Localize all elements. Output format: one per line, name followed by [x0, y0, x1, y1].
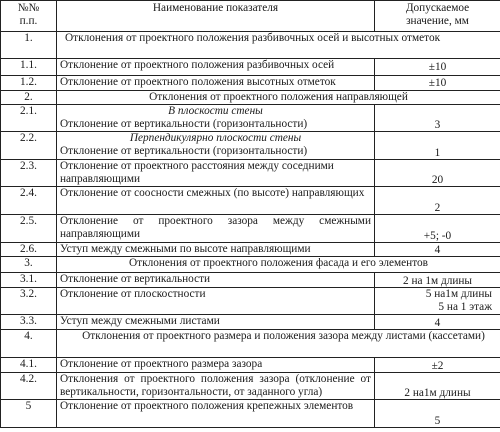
- row-num: 2.5.: [1, 215, 57, 243]
- row-num: 4.2.: [1, 373, 57, 400]
- section-row: [1, 330, 500, 358]
- row-value-cell: [375, 288, 500, 315]
- row-name-cell: [57, 132, 375, 160]
- section-row: [1, 32, 500, 59]
- row-num: 3.1.: [1, 273, 57, 288]
- row-value: +5; -0: [375, 215, 500, 243]
- section-row: [1, 91, 500, 105]
- row-name: Отклонение от вертикальности: [57, 273, 375, 288]
- row-name-cell: [57, 105, 375, 132]
- row-value: 5: [375, 400, 500, 428]
- table-row: [1, 105, 500, 132]
- table-row: [1, 273, 500, 288]
- row-value: 2 на 1м длины: [375, 273, 500, 288]
- row-subtitle: В плоскости стены: [168, 105, 263, 117]
- row-num: 5: [1, 400, 57, 428]
- row-value: ±10: [375, 76, 500, 91]
- row-value: 5 на1м длины: [425, 288, 492, 300]
- row-value: 20: [375, 160, 500, 187]
- table-row: [1, 243, 500, 257]
- section-title: Отклонения от проектного положения направляющей: [57, 91, 500, 105]
- row-name: Отклонение от проектного размера зазора: [57, 358, 375, 373]
- row-value: ±10: [375, 59, 500, 76]
- header-value-line2: значение, мм: [406, 14, 469, 27]
- table-row: [1, 373, 500, 400]
- row-value: ±2: [375, 358, 500, 373]
- row-num: 1.2.: [1, 76, 57, 91]
- row-name: Отклонение от плоскостности: [57, 288, 375, 315]
- row-num: 4.: [1, 330, 57, 358]
- row-name: Отклонение от вертикальности (горизонтальности): [60, 117, 308, 130]
- table-row: [1, 160, 500, 187]
- table-row: [1, 400, 500, 428]
- row-num: 2.4.: [1, 187, 57, 215]
- header-num: [1, 1, 57, 32]
- row-value: 2 на1м длины: [375, 373, 500, 400]
- row-value: 2: [375, 187, 500, 215]
- row-num: 1.: [1, 32, 57, 59]
- table-row: [1, 76, 500, 91]
- row-value: 5 на 1 этаж: [438, 300, 492, 313]
- table-row: [1, 187, 500, 215]
- row-name: Уступ между смежными по высоте направляющими: [57, 243, 375, 257]
- header-num-line2: п.п.: [19, 14, 38, 27]
- row-num: 4.1.: [1, 358, 57, 373]
- row-num: 1.1.: [1, 59, 57, 76]
- row-num: 2.6.: [1, 243, 57, 257]
- row-name: Отклонение от проектного расстояния между соседними направляющими: [57, 160, 375, 187]
- row-num: 3.: [1, 257, 57, 273]
- row-name: Отклонение от проектного положения высотных отметок: [57, 76, 375, 91]
- header-value-line1: Допускаемое: [405, 2, 470, 14]
- section-title: Отклонения от проектного размера и положения зазора между листами (кассетами): [57, 330, 500, 358]
- header-num-line1: №№: [17, 2, 40, 14]
- row-name: Отклонение от вертикальности (горизонтальности): [60, 144, 308, 157]
- row-value: 4: [375, 243, 500, 257]
- row-num: 3.3.: [1, 315, 57, 330]
- row-value: 3: [375, 105, 500, 132]
- row-value: 4: [375, 315, 500, 330]
- row-name: Отклонение от проектного положения разбивочных осей: [57, 59, 375, 76]
- header-value: [375, 1, 500, 32]
- row-subtitle: Перпендикулярно плоскости стены: [129, 132, 302, 144]
- row-name: Отклонение от проектного положения крепежных элементов: [57, 400, 375, 428]
- row-name: Отклонение от соосности смежных (по высоте) направляющих: [57, 187, 375, 215]
- row-num: 2.1.: [1, 105, 57, 132]
- table-header-row: [1, 1, 500, 32]
- table-row: [1, 315, 500, 330]
- header-name: Наименование показателя: [57, 1, 375, 32]
- section-title: Отклонения от проектного положения разбивочных осей и высотных отметок: [57, 32, 500, 59]
- table-row: [1, 358, 500, 373]
- row-num: 3.2.: [1, 288, 57, 315]
- table-row: [1, 59, 500, 76]
- row-num: 2.3.: [1, 160, 57, 187]
- row-num: 2.2.: [1, 132, 57, 160]
- table-row: [1, 215, 500, 243]
- row-num: 2.: [1, 91, 57, 105]
- section-title: Отклонения от проектного положения фасада и его элементов: [57, 257, 500, 273]
- row-name: Отклонение от проектного зазора между смежными направляющими: [57, 215, 375, 243]
- section-row: [1, 257, 500, 273]
- table-row: [1, 288, 500, 315]
- row-name: Отклонения от проектного положения зазора (отклонение от вертикальности, горизонтальности, от заданного угла): [57, 373, 375, 400]
- row-value: 1: [375, 132, 500, 160]
- row-name: Уступ между смежными листами: [57, 315, 375, 330]
- table-row: [1, 132, 500, 160]
